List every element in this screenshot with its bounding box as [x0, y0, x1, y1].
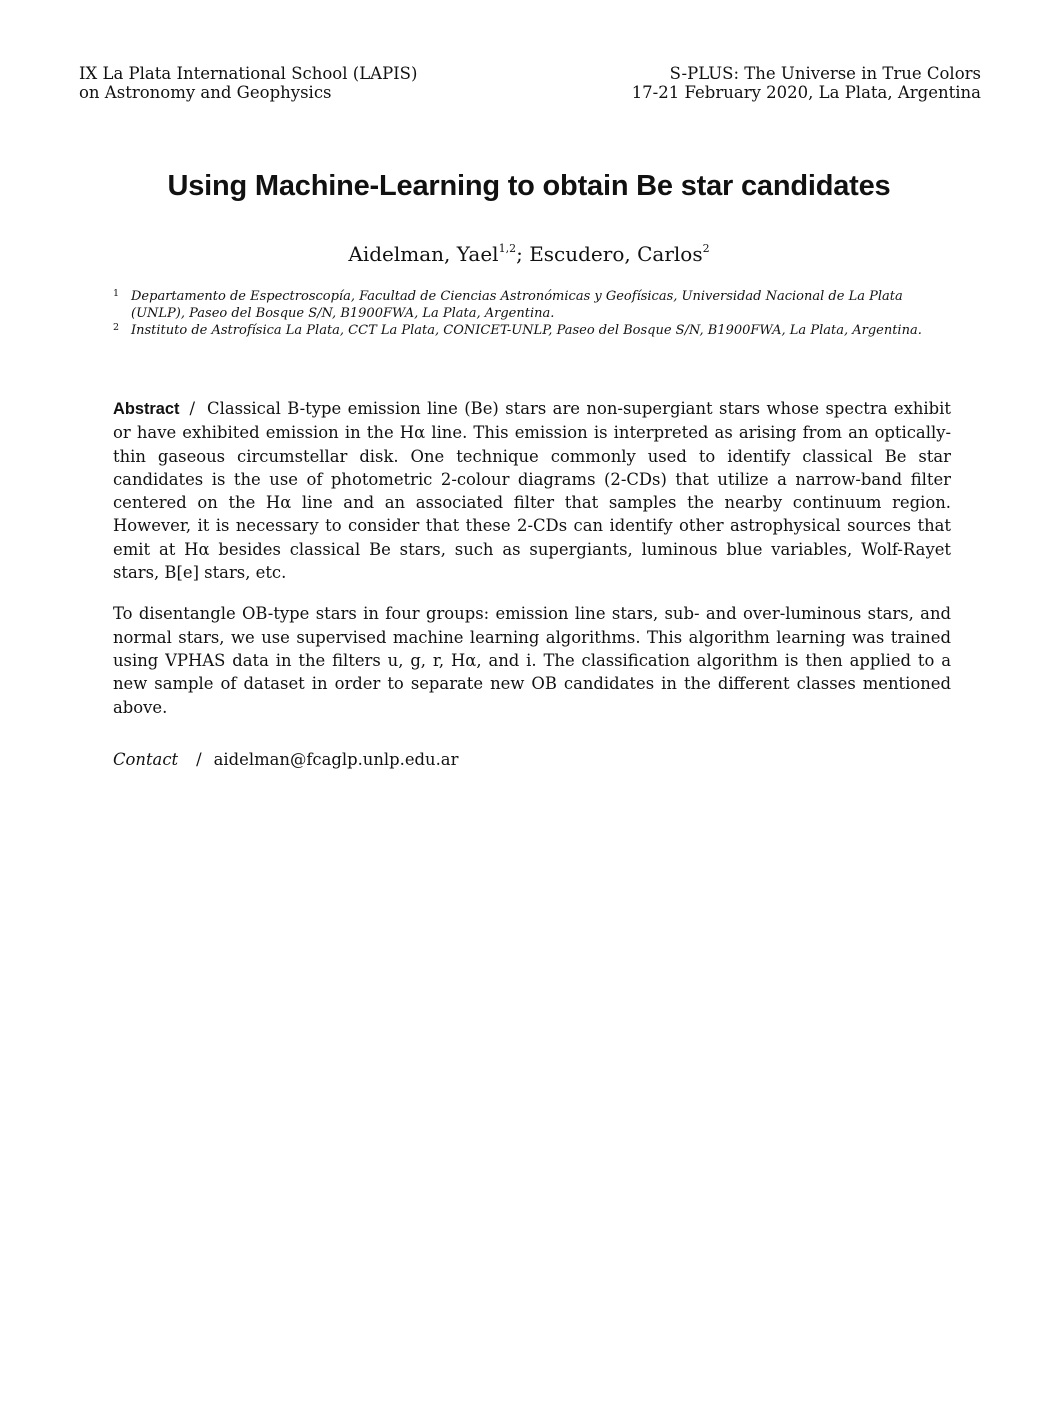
affiliation-item	[113, 322, 951, 339]
affiliation-text: Instituto de Astrofísica La Plata, CCT La Plata, CONICET-UNLP, Paseo del Bosque S/N, B1900FWA, La Plata, Argentina.	[131, 323, 922, 338]
author-name: Escudero, Carlos	[529, 242, 703, 266]
affiliation-text: Departamento de Espectroscopía, Facultad de Ciencias Astronómicas y Geofísicas, Universidad Nacional de La Plata (UNLP), Paseo del Bosque S/N, B1900FWA, La Plata, Argentina.	[131, 289, 903, 321]
author-list	[0, 242, 1058, 266]
affiliation-number: 2	[113, 322, 120, 333]
abstract-slash: /	[189, 399, 196, 418]
proceedings-title: S-PLUS: The Universe in True Colors	[669, 64, 981, 83]
author-separator: ;	[516, 242, 530, 266]
paper-title: Using Machine-Learning to obtain Be star candidates	[167, 170, 891, 202]
proceedings-date-place: 17-21 February 2020, La Plata, Argentina	[631, 83, 981, 102]
abstract-paragraph	[113, 397, 951, 584]
abstract-paragraph: To disentangle OB-type stars in four groups: emission line stars, sub- and over-luminous stars, and normal stars, we use supervised machine learning algorithms. This algorithm learning was trained using VPHAS data in the filters u, g, r, Hα, and i. The classification algorithm is then applied to a new sample of dataset in order to separate new OB candidates in the different classes mentioned above.	[113, 604, 951, 717]
abstract-text: Classical B-type emission line (Be) stars are non-supergiant stars whose spectra exhibit or have exhibited emission in the Hα line. This emission is interpreted as arising from an optically-thin gaseous circumstellar disk. One technique commonly used to identify classical Be star candidates is the use of photometric 2-colour diagrams (2-CDs) that utilize a narrow-band filter centered on the Hα line and an associated filter that samples the nearby continuum region. However, it is necessary to consider that these 2-CDs can identify other astrophysical sources that emit at Hα besides classical Be stars, such as supergiants, luminous blue variables, Wolf-Rayet stars, B[e] stars, etc.	[113, 399, 951, 583]
header-right	[632, 64, 981, 102]
affiliations	[113, 288, 951, 339]
contact-email[interactable]: aidelman@fcaglp.unlp.edu.ar	[213, 750, 459, 769]
affiliation-item	[113, 288, 951, 322]
author-affiliation-marker: 2	[702, 242, 710, 255]
abstract-label: Abstract	[113, 400, 180, 418]
author-name: Aidelman, Yael	[348, 242, 499, 266]
author-affiliation-marker: 1,2	[498, 242, 517, 255]
contact-label: Contact	[113, 750, 179, 769]
affiliation-number: 1	[113, 288, 120, 299]
header-left	[79, 64, 417, 102]
contact-line	[113, 750, 458, 769]
abstract	[113, 397, 951, 737]
conference-name: IX La Plata International School (LAPIS)	[79, 64, 418, 83]
conference-subtitle: on Astronomy and Geophysics	[79, 83, 332, 102]
contact-slash: /	[196, 750, 202, 769]
